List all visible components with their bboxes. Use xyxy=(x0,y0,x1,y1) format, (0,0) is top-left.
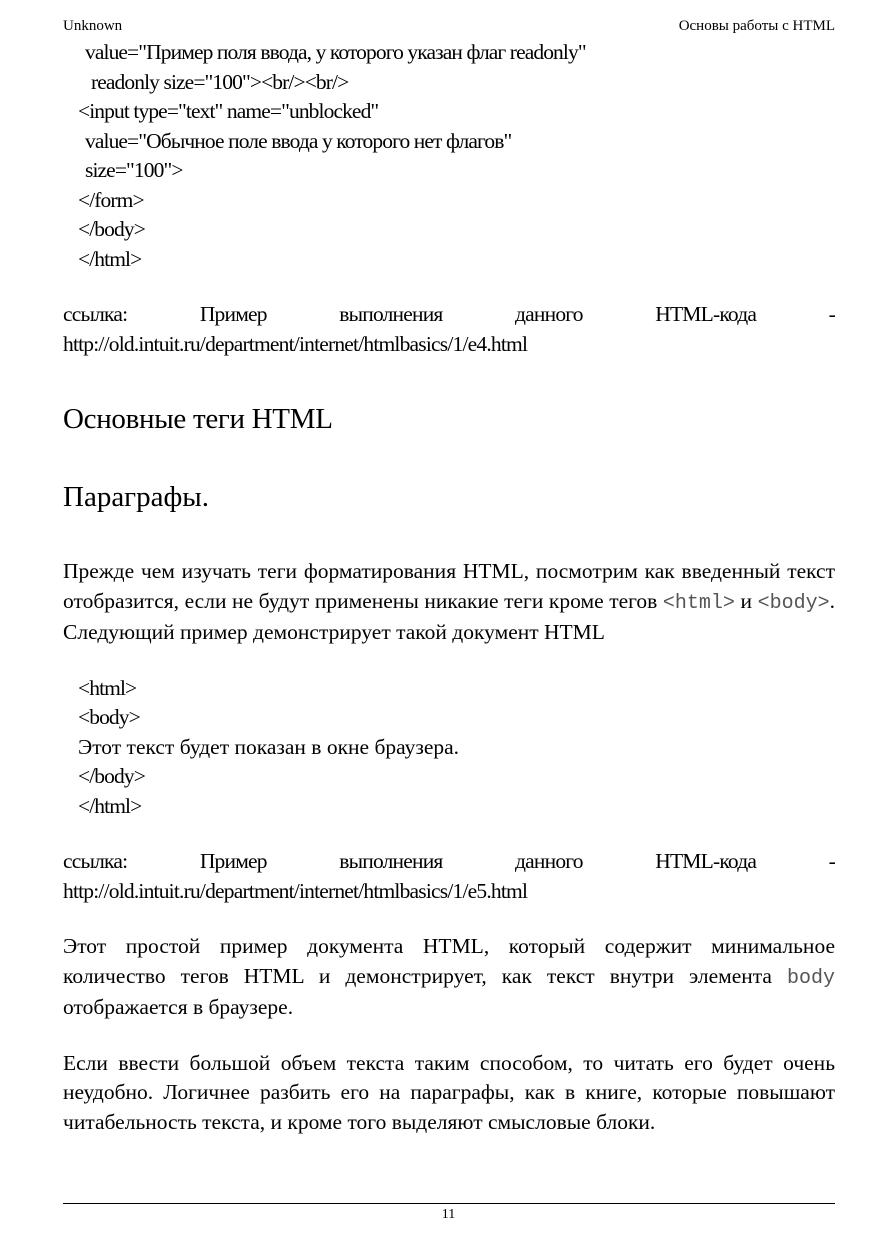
example-link-1 xyxy=(63,300,835,359)
link-word: данного xyxy=(515,302,583,326)
subsection-heading: Параграфы. xyxy=(63,481,209,513)
code-block-top xyxy=(63,38,835,274)
header-right-text: Основы работы с HTML xyxy=(678,18,835,34)
section-heading: Основные теги HTML xyxy=(63,403,333,435)
code-line: Этот текст будет показан в окне браузера. xyxy=(78,734,460,759)
code-line: </html> xyxy=(78,793,142,818)
header-left-text: Unknown xyxy=(63,18,123,34)
code-line: <body> xyxy=(78,705,140,729)
paragraph-text: Этот простой пример документа HTML, который содержит минимальное количество тегов HTML и демонстрирует, как текст внутри элемента xyxy=(63,934,835,988)
paragraph-simple-example xyxy=(63,932,835,1023)
example-url-2[interactable]: http://old.intuit.ru/department/internet/htmlbasics/1/e5.html xyxy=(63,878,528,903)
page-number: 11 xyxy=(441,1207,456,1222)
paragraph-text: Прежде чем изучать теги форматирования HTML, посмотрим как введенный текст отобразится, если не будут применены никакие теги кроме тегов xyxy=(63,559,835,613)
link-word: ссылка: xyxy=(63,849,128,873)
inline-code-body-element: body xyxy=(786,966,835,990)
example-link-2 xyxy=(63,847,835,906)
example-url-1[interactable]: http://old.intuit.ru/department/internet/htmlbasics/1/e4.html xyxy=(63,331,528,356)
footer-divider xyxy=(63,1203,835,1204)
link-caption xyxy=(63,300,835,330)
code-line: <input type="text" name="unblocked" xyxy=(78,99,379,123)
inline-code-body: <body> xyxy=(757,591,830,615)
code-line: <html> xyxy=(78,675,137,700)
link-word: Пример xyxy=(199,302,267,326)
link-word: ссылка: xyxy=(63,302,128,326)
code-block-example xyxy=(63,674,835,822)
link-caption xyxy=(63,847,835,877)
code-line: </form> xyxy=(78,187,144,212)
link-word: - xyxy=(828,849,835,873)
paragraph-intro xyxy=(63,557,835,648)
code-line: value="Обычное поле ввода у которого нет флагов" xyxy=(85,128,512,153)
link-word: HTML-кода xyxy=(655,849,757,873)
paragraph-text: и xyxy=(734,588,758,613)
link-word: выполнения xyxy=(339,302,443,326)
code-line: value="Пример поля ввода, у которого указан флаг readonly" xyxy=(85,40,586,64)
link-word: HTML-кода xyxy=(655,302,757,326)
paragraph-text: . Следующий пример демонстрирует такой документ HTML xyxy=(63,588,835,644)
code-line: size="100"> xyxy=(85,158,183,182)
link-word: данного xyxy=(515,849,583,873)
page-content xyxy=(63,38,835,1137)
paragraph-large-text: Если ввести большой объем текста таким способом, то читать его будет очень неудобно. Логичнее разбить его на параграфы, как в книге, которые повышают читабельность текста, и кроме того выделяют смысловые блоки. xyxy=(63,1050,835,1134)
link-word: выполнения xyxy=(339,849,443,873)
link-word: - xyxy=(828,302,835,326)
code-line: </body> xyxy=(78,764,145,788)
code-line: </body> xyxy=(78,217,145,241)
page-header xyxy=(63,16,835,36)
link-word: Пример xyxy=(199,849,267,873)
code-line: readonly size="100"><br/><br/> xyxy=(91,69,349,94)
code-line: </html> xyxy=(78,246,142,271)
inline-code-html: <html> xyxy=(662,591,735,615)
paragraph-text: отображается в браузере. xyxy=(63,995,294,1019)
